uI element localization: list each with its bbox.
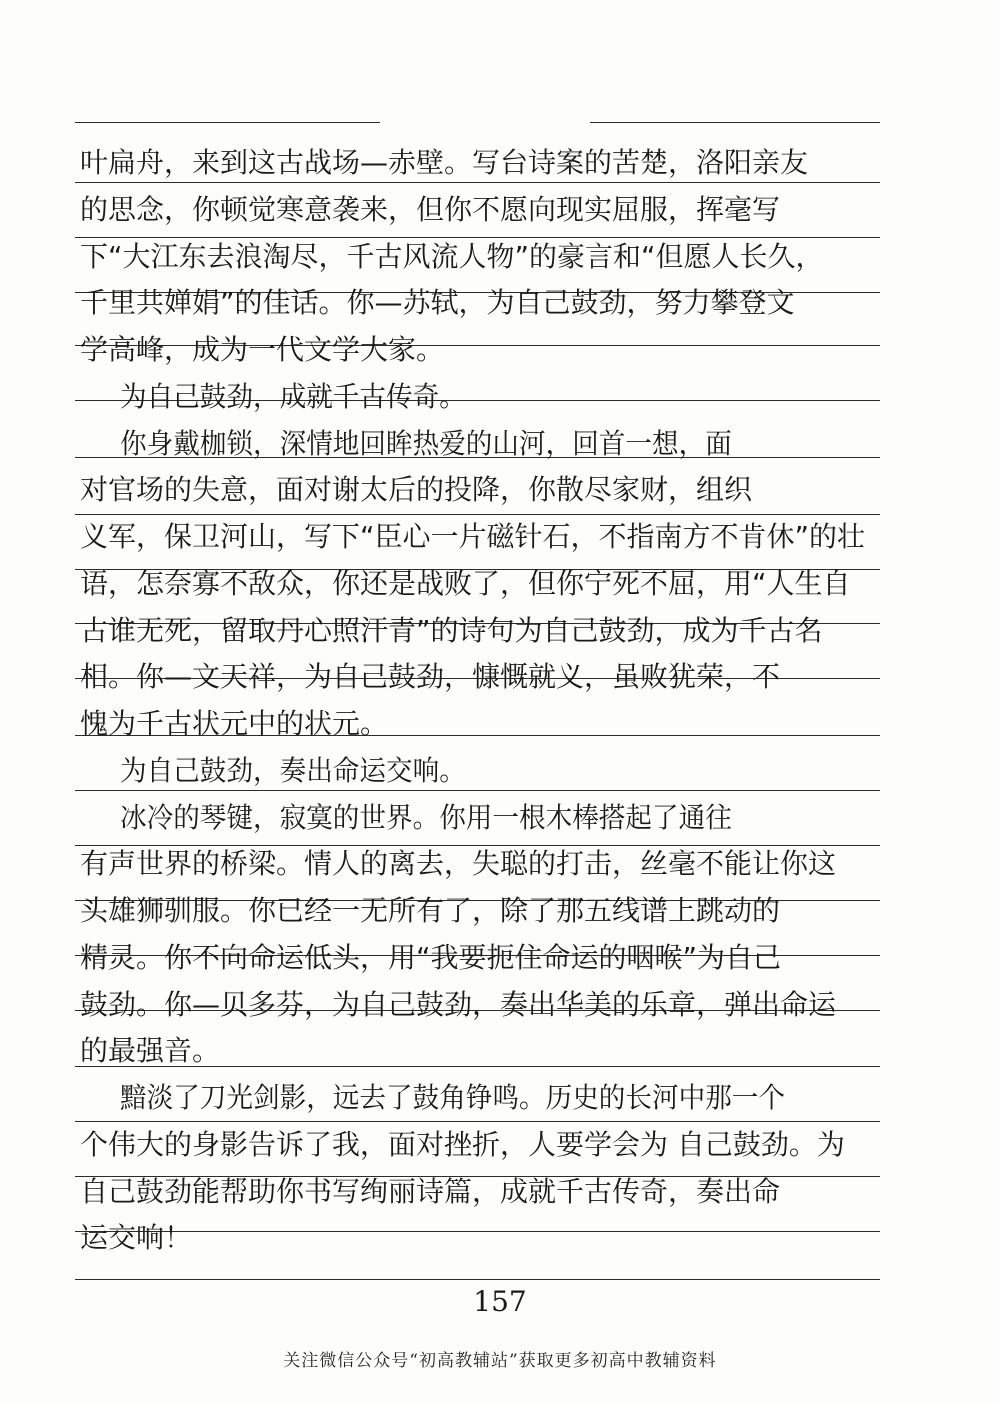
essay-line: 鼓劲。你—贝多芬，为自己鼓劲，奏出华美的乐章，弹出命运 (80, 987, 837, 1021)
essay-line: 古谁无死，留取丹心照汗青”的诗句为自己鼓劲，成为千古名 (80, 613, 823, 647)
essay-line: 你身戴枷锁，深情地回眸热爱的山河，回首一想，面 (120, 426, 732, 460)
essay-line: 相。你—文天祥，为自己鼓劲，慷慨就义，虽败犹荣，不 (80, 660, 781, 694)
essay-line: 个伟大的身影告诉了我，面对挫折，人要学会为 自己鼓劲。为 (80, 1127, 845, 1161)
essay-line: 黯淡了刀光剑影，远去了鼓角铮鸣。历史的长河中那一个 (120, 1081, 786, 1114)
page-number: 157 (473, 1285, 527, 1318)
essay-line: 学高峰，成为一代文学大家。 (80, 333, 445, 366)
essay-line: 的思念，你顿觉寒意袭来，但你不愿向现实屈服，挥毫写 (80, 192, 781, 226)
essay-line: 愧为千古状元中的状元。 (80, 707, 389, 740)
essay-line: 精灵。你不向命运低头，用“我要扼住命运的咽喉”为自己 (80, 940, 782, 974)
essay-line: 的最强音。 (80, 1034, 221, 1068)
top-rule-left (75, 122, 380, 123)
essay-line: 叶扁舟，来到这古战场—赤壁。写台诗案的苦楚，洛阳亲友 (80, 146, 809, 179)
essay-line: 有声世界的桥梁。情人的离去，失聪的打击，丝毫不能让你这 (80, 847, 837, 881)
essay-line: 千里共婵娟”的佳话。你—苏轼，为自己鼓劲，努力攀登文 (80, 286, 795, 320)
ruled-line (75, 1279, 880, 1280)
essay-line: 义军，保卫河山，写下“臣心一片磁针石，不指南方不肯休”的壮 (80, 520, 866, 553)
essay-line: 为自己鼓劲，奏出命运交响。 (120, 753, 466, 787)
essay-line: 语，怎奈寡不敌众，你还是战败了，但你宁死不屈，用“人生自 (80, 566, 851, 600)
essay-line: 头雄狮驯服。你已经一无所有了，除了那五线谱上跳动的 (80, 894, 781, 927)
essay-line: 运交响！ (80, 1221, 193, 1255)
essay-line: 冰冷的琴键，寂寞的世界。你用一根木棒搭起了通往 (120, 800, 732, 834)
essay-line: 对官场的失意，面对谢太后的投降，你散尽家财，组织 (80, 473, 753, 507)
footer-note: 关注微信公众号“初高教辅站”获取更多初高中教辅资料 (283, 1351, 717, 1371)
essay-line: 为自己鼓劲，成就千古传奇。 (120, 379, 466, 413)
essay-line: 自己鼓劲能帮助你书写绚丽诗篇，成就千古传奇，奏出命 (80, 1174, 781, 1208)
top-rule-right (590, 122, 880, 123)
essay-line: 下“大江东去浪淘尽，千古风流人物”的豪言和“但愿人长久， (80, 239, 824, 273)
